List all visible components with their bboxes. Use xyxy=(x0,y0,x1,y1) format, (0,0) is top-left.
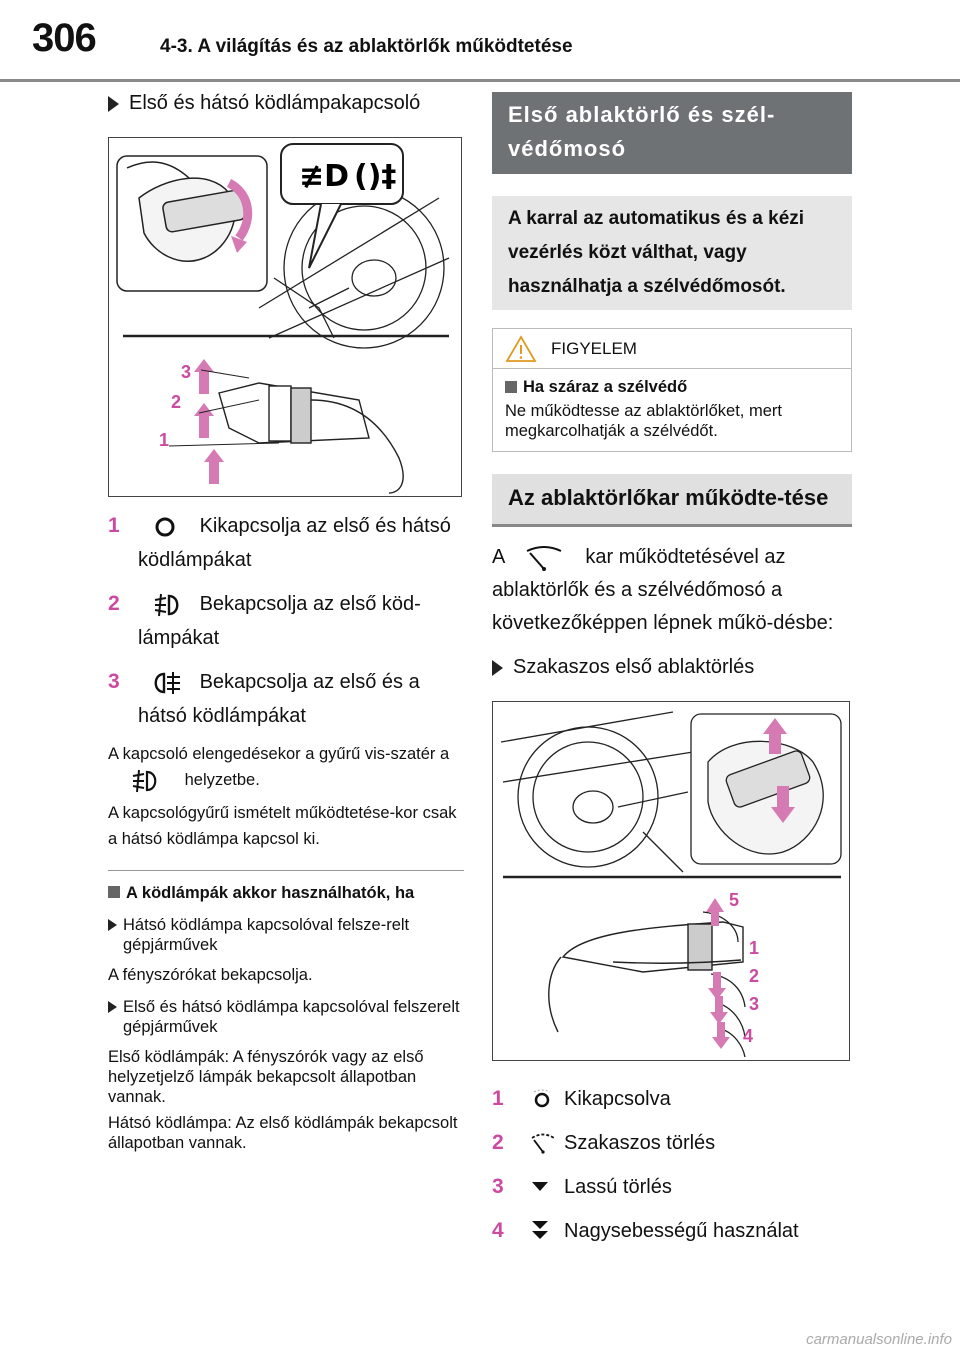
wiper-item-3: 3 Lassú törlés xyxy=(492,1175,672,1198)
chapter-title: 4-3. A világítás és az ablaktörlők működtetése xyxy=(160,36,573,57)
bullet-triangle-icon xyxy=(108,96,119,112)
wiper-figure-label-2: 2 xyxy=(749,966,760,986)
bullet-triangle-icon xyxy=(492,660,503,676)
wiper-item-1: 1 Kikapcsolva xyxy=(492,1087,671,1110)
fog-switch-illustration xyxy=(109,138,462,497)
wiper-items xyxy=(492,1077,852,1253)
sub1-heading: Hátsó ködlámpa kapcsolóval felsze-relt gépjárművek xyxy=(108,915,464,955)
svg-text:≢D: ≢D xyxy=(299,159,350,194)
caution-text: Ne működtesse az ablaktörlőket, mert megkarcolhatják a szélvédőt. xyxy=(505,402,782,440)
wiper-figure-label-1: 1 xyxy=(749,938,760,958)
intro-box: A karral az automatikus és a kézi vezérlés közt válthat, vagy használhatja a szélvédőmosót. xyxy=(492,196,852,310)
wiper-lever-figure xyxy=(492,701,850,1061)
rear-fog-icon xyxy=(138,670,194,696)
watermark: carmanualsonline.info xyxy=(806,1331,952,1348)
fog-item-3: 3 Bekapcsolja az első és a hátsó ködlámpákat xyxy=(108,670,420,727)
off-ring-icon xyxy=(138,514,194,540)
page-header xyxy=(0,0,960,82)
front-fog-icon xyxy=(138,592,194,618)
section-heading-fog: Első és hátsó ködlámpakapcsoló xyxy=(108,92,464,115)
front-fog-icon xyxy=(108,768,180,794)
operation-banner: Az ablaktörlőkar működte-tése xyxy=(492,474,852,527)
return-note: A kapcsoló elengedésekor a gyűrű vis-szatér a helyzetbe. xyxy=(108,741,464,794)
sub2-text2: Hátsó ködlámpa: Az első ködlámpák bekapcsolt állapotban vannak. xyxy=(108,1113,458,1152)
sub2-heading: Első és hátsó ködlámpa kapcsolóval felszerelt gépjárművek xyxy=(108,997,464,1037)
caution-box xyxy=(492,328,852,452)
svg-text:()‡: ()‡ xyxy=(354,159,397,194)
sub2-text1: Első ködlámpák: A fényszórók vagy az első helyzetjelző lámpák bekapcsolt állapotban vannak. xyxy=(108,1047,424,1106)
page-number: 306 xyxy=(32,16,96,60)
wiper-section-banner: Első ablaktörlő és szél-védőmosó xyxy=(492,92,852,174)
bullet-triangle-icon xyxy=(108,1001,117,1013)
wiper-high-icon xyxy=(530,1220,564,1242)
square-bullet-icon xyxy=(108,886,120,898)
caution-body xyxy=(493,369,851,451)
wiper-low-icon xyxy=(530,1179,564,1195)
figure-label-1: 1 xyxy=(159,430,170,450)
wiper-item-4: 4 Nagysebességű használat xyxy=(492,1219,799,1242)
caution-header: FIGYELEM xyxy=(493,329,851,369)
wiper-figure-label-5: 5 xyxy=(729,890,740,910)
right-column xyxy=(492,92,852,1253)
wiper-lever-icon xyxy=(510,543,580,573)
fog-item-1: 1 Kikapcsolja az első és hátsó ködlámpákat xyxy=(108,514,451,571)
fog-switch-figure xyxy=(108,137,462,497)
operation-text: A kar működtetésével az ablaktörlők és a szélvédőmosó a következőképpen lépnek műkö-désbe: xyxy=(492,541,852,640)
wiper-off-icon xyxy=(530,1088,564,1110)
wiper-lever-illustration xyxy=(493,702,850,1061)
wiper-figure-label-4: 4 xyxy=(743,1026,754,1046)
sub1-text: A fényszórókat bekapcsolja. xyxy=(108,965,313,984)
left-column xyxy=(108,88,464,1153)
repeat-note: A kapcsológyűrű ismételt működtetése-kor csak a hátsó ködlámpa kapcsol ki. xyxy=(108,803,457,848)
wiper-item-2: 2 Szakaszos törlés xyxy=(492,1131,716,1154)
warning-triangle-icon xyxy=(505,335,537,363)
bullet-triangle-icon xyxy=(108,919,117,931)
square-bullet-icon xyxy=(505,381,517,393)
sub-heading-intermittent: Szakaszos első ablaktörlés xyxy=(492,656,852,679)
wiper-int-icon xyxy=(530,1132,564,1154)
usable-title: A ködlámpák akkor használhatók, ha xyxy=(108,883,464,903)
figure-label-3: 3 xyxy=(181,362,192,382)
fog-item-2: 2 Bekapcsolja az első köd-lámpákat xyxy=(108,592,421,649)
divider xyxy=(108,870,464,871)
caution-title: Ha száraz a szélvédő xyxy=(505,377,839,397)
wiper-figure-label-3: 3 xyxy=(749,994,760,1014)
figure-label-2: 2 xyxy=(171,392,182,412)
